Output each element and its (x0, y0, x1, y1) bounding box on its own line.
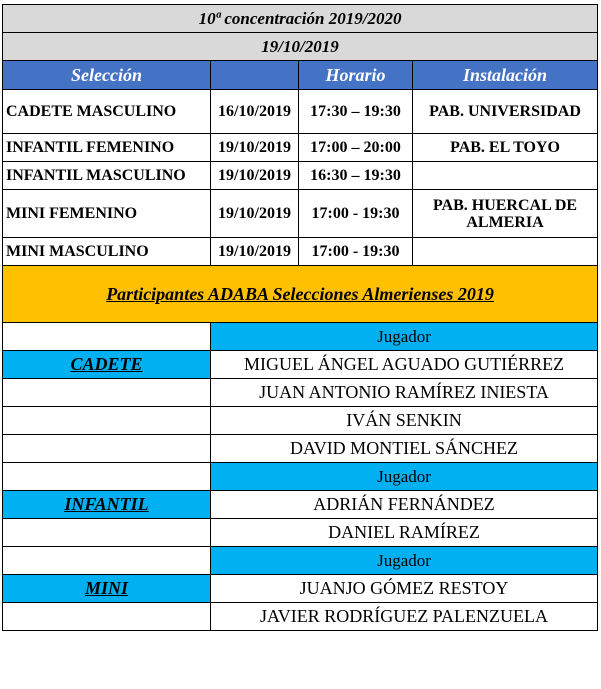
empty-cell (3, 463, 211, 491)
category-mini: MINI (3, 575, 211, 603)
player-name: ADRIÁN FERNÁNDEZ (211, 491, 598, 519)
fecha-cell: 19/10/2019 (211, 238, 299, 266)
player-name: JUAN ANTONIO RAMÍREZ INIESTA (211, 379, 598, 407)
jugador-label: Jugador (211, 463, 598, 491)
col-header-instalacion: Instalación (413, 61, 598, 90)
seleccion-cell: CADETE MASCULINO (3, 90, 211, 134)
player-name: DANIEL RAMÍREZ (211, 519, 598, 547)
seleccion-cell: MINI FEMENINO (3, 190, 211, 238)
instalacion-cell: PAB. HUERCAL DE ALMERIA (413, 190, 598, 238)
participants-banner-row (3, 266, 598, 323)
list-item (3, 575, 598, 603)
empty-cell (3, 435, 211, 463)
list-item (3, 435, 598, 463)
column-header-row (3, 61, 598, 90)
fecha-cell: 19/10/2019 (211, 134, 299, 162)
empty-cell (3, 323, 211, 351)
list-item (3, 603, 598, 631)
col-header-fecha (211, 61, 299, 90)
list-item (3, 407, 598, 435)
seleccion-cell: MINI MASCULINO (3, 238, 211, 266)
table-row (3, 90, 598, 134)
concentration-table (2, 4, 598, 631)
list-item (3, 519, 598, 547)
fecha-cell: 16/10/2019 (211, 90, 299, 134)
player-name: JUANJO GÓMEZ RESTOY (211, 575, 598, 603)
instalacion-cell (413, 162, 598, 190)
seleccion-cell: INFANTIL FEMENINO (3, 134, 211, 162)
instalacion-cell: PAB. UNIVERSIDAD (413, 90, 598, 134)
instalacion-cell (413, 238, 598, 266)
fecha-cell: 19/10/2019 (211, 162, 299, 190)
concentration-title: 10ª concentración 2019/2020 (3, 5, 598, 33)
empty-cell (3, 379, 211, 407)
table-row (3, 134, 598, 162)
horario-cell: 17:00 - 19:30 (299, 238, 413, 266)
fecha-cell: 19/10/2019 (211, 190, 299, 238)
player-name: DAVID MONTIEL SÁNCHEZ (211, 435, 598, 463)
participants-title: Participantes ADABA Selecciones Almerienses 2019 (3, 266, 598, 323)
jugador-header-row (3, 547, 598, 575)
table-row (3, 162, 598, 190)
col-header-seleccion: Selección (3, 61, 211, 90)
list-item (3, 491, 598, 519)
seleccion-cell: INFANTIL MASCULINO (3, 162, 211, 190)
empty-cell (3, 519, 211, 547)
list-item (3, 379, 598, 407)
jugador-header-row (3, 323, 598, 351)
category-cadete: CADETE (3, 351, 211, 379)
table-row (3, 190, 598, 238)
empty-cell (3, 603, 211, 631)
instalacion-cell: PAB. EL TOYO (413, 134, 598, 162)
jugador-label: Jugador (211, 547, 598, 575)
category-infantil: INFANTIL (3, 491, 211, 519)
player-name: IVÁN SENKIN (211, 407, 598, 435)
date-row (3, 33, 598, 61)
horario-cell: 17:00 – 20:00 (299, 134, 413, 162)
horario-cell: 17:30 – 19:30 (299, 90, 413, 134)
empty-cell (3, 407, 211, 435)
empty-cell (3, 547, 211, 575)
jugador-label: Jugador (211, 323, 598, 351)
player-name: MIGUEL ÁNGEL AGUADO GUTIÉRREZ (211, 351, 598, 379)
col-header-horario: Horario (299, 61, 413, 90)
list-item (3, 351, 598, 379)
horario-cell: 16:30 – 19:30 (299, 162, 413, 190)
table-row (3, 238, 598, 266)
title-row (3, 5, 598, 33)
horario-cell: 17:00 - 19:30 (299, 190, 413, 238)
concentration-date: 19/10/2019 (3, 33, 598, 61)
player-name: JAVIER RODRÍGUEZ PALENZUELA (211, 603, 598, 631)
jugador-header-row (3, 463, 598, 491)
